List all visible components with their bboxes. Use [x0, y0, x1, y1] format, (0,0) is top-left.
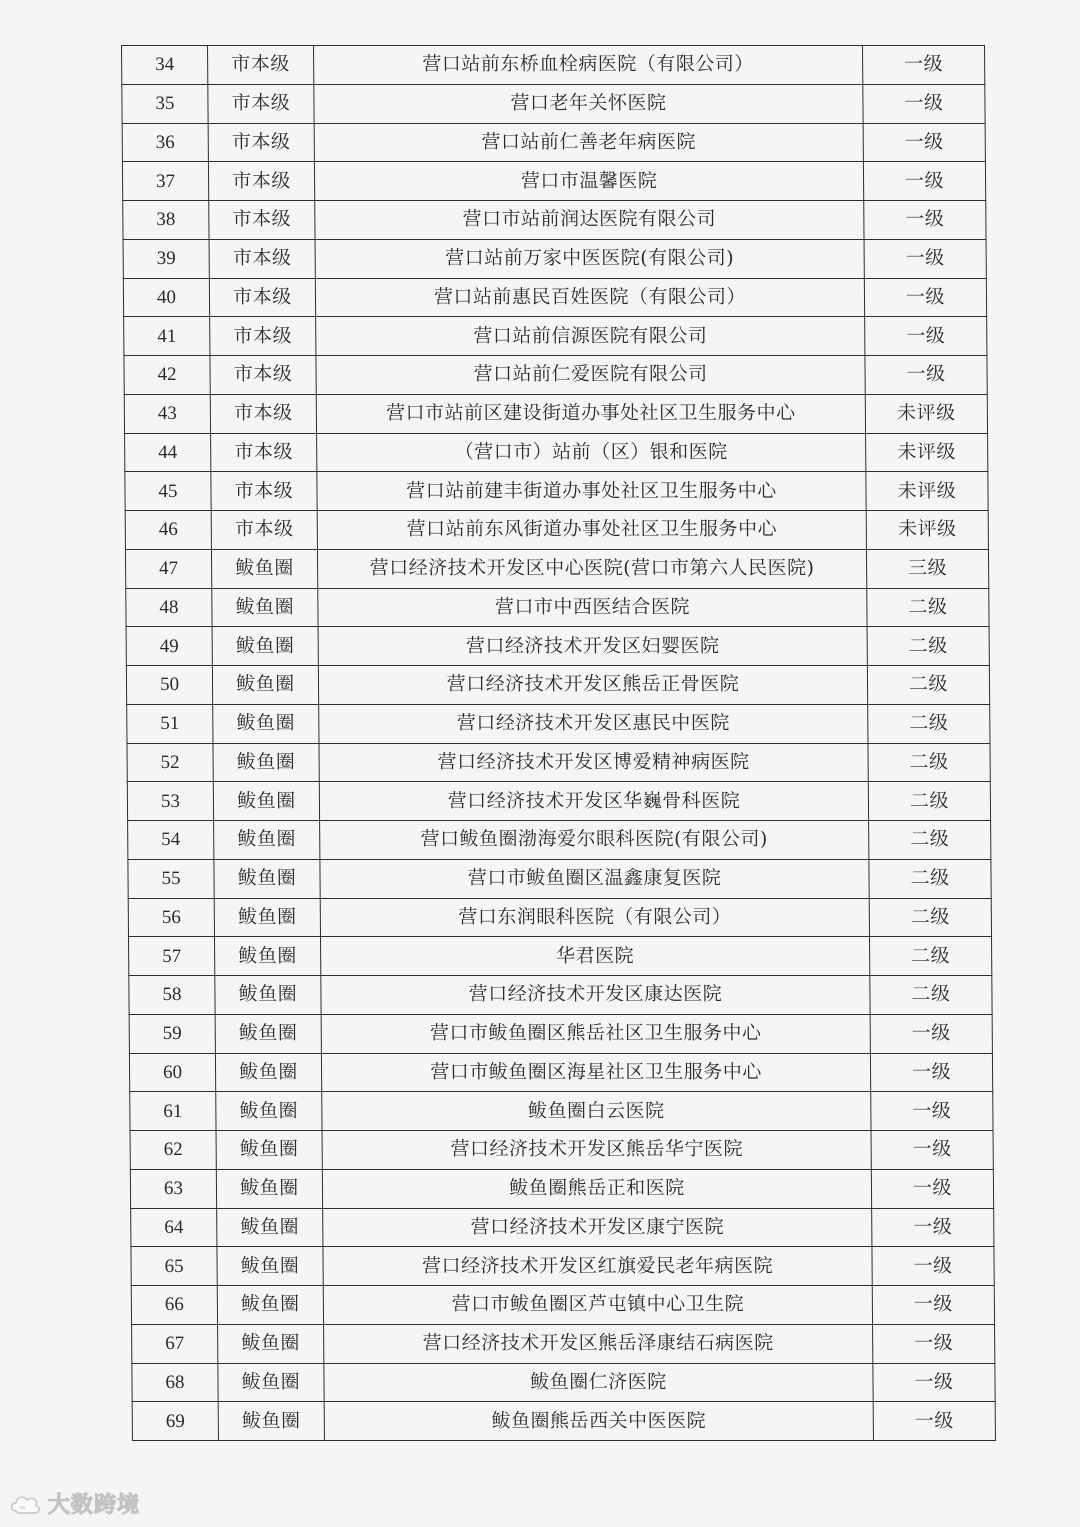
row-number-cell: 46 — [125, 511, 211, 550]
hospital-name-cell: 营口市中西医结合医院 — [318, 588, 867, 627]
district-cell: 鲅鱼圈 — [217, 1286, 323, 1325]
row-number-cell: 56 — [128, 898, 214, 937]
district-cell: 鲅鱼圈 — [215, 976, 321, 1015]
level-cell: 二级 — [869, 898, 991, 937]
district-cell: 鲅鱼圈 — [212, 627, 318, 666]
table-row — [122, 162, 985, 201]
watermark-text: 大数跨境 — [48, 1493, 141, 1518]
level-cell: 二级 — [869, 859, 991, 898]
hospital-name-cell: 营口市鲅鱼圈区海星社区卫生服务中心 — [321, 1053, 870, 1092]
table-row — [123, 278, 986, 317]
table-row — [124, 317, 987, 356]
hospital-name-cell: 营口站前仁爱医院有限公司 — [316, 356, 865, 395]
district-cell: 市本级 — [211, 511, 317, 550]
district-cell: 鲅鱼圈 — [217, 1208, 323, 1247]
hospital-name-cell: 鲅鱼圈熊岳正和医院 — [322, 1169, 871, 1208]
district-cell: 市本级 — [208, 123, 314, 162]
hospital-name-cell: （营口市）站前（区）银和医院 — [317, 433, 866, 472]
row-number-cell: 48 — [126, 588, 212, 627]
hospital-name-cell: 营口站前信源医院有限公司 — [316, 317, 865, 356]
hospital-name-cell: 营口经济技术开发区熊岳正骨医院 — [318, 666, 867, 705]
district-cell: 鲅鱼圈 — [212, 666, 318, 705]
hospital-name-cell: 鲅鱼圈白云医院 — [322, 1092, 871, 1131]
hospital-name-cell: 营口站前东风街道办事处社区卫生服务中心 — [317, 511, 866, 550]
row-number-cell: 34 — [122, 46, 208, 85]
district-cell: 市本级 — [208, 162, 314, 201]
level-cell: 一级 — [864, 239, 986, 278]
row-number-cell: 68 — [132, 1363, 218, 1402]
row-number-cell: 54 — [128, 821, 214, 860]
district-cell: 鲅鱼圈 — [214, 859, 320, 898]
hospital-table — [121, 45, 996, 1441]
level-cell: 二级 — [867, 588, 989, 627]
table-row — [126, 666, 989, 705]
district-cell: 市本级 — [210, 394, 316, 433]
level-cell: 一级 — [870, 1014, 992, 1053]
table-row — [125, 549, 988, 588]
district-cell: 鲅鱼圈 — [213, 704, 319, 743]
district-cell: 鲅鱼圈 — [218, 1402, 324, 1441]
table-row — [123, 201, 986, 240]
row-number-cell: 41 — [124, 317, 210, 356]
level-cell: 一级 — [872, 1208, 994, 1247]
hospital-name-cell: 营口市鲅鱼圈区熊岳社区卫生服务中心 — [321, 1014, 870, 1053]
hospital-name-cell: 营口站前惠民百姓医院（有限公司） — [315, 278, 864, 317]
hospital-name-cell: 营口站前万家中医医院(有限公司) — [315, 239, 864, 278]
table-row — [132, 1324, 995, 1363]
level-cell: 一级 — [871, 1131, 993, 1170]
district-cell: 鲅鱼圈 — [214, 898, 320, 937]
district-cell: 鲅鱼圈 — [216, 1092, 322, 1131]
table-row — [126, 627, 989, 666]
row-number-cell: 58 — [129, 976, 215, 1015]
level-cell: 一级 — [870, 1053, 992, 1092]
table-row — [122, 84, 985, 123]
district-cell: 市本级 — [209, 278, 315, 317]
table-row — [122, 46, 985, 85]
table-row — [129, 1014, 992, 1053]
district-cell: 鲅鱼圈 — [218, 1363, 324, 1402]
hospital-name-cell: 营口经济技术开发区熊岳华宁医院 — [322, 1131, 871, 1170]
row-number-cell: 37 — [122, 162, 208, 201]
row-number-cell: 65 — [131, 1247, 217, 1286]
row-number-cell: 43 — [124, 394, 210, 433]
row-number-cell: 62 — [130, 1131, 216, 1170]
level-cell: 未评级 — [866, 433, 988, 472]
level-cell: 一级 — [865, 317, 987, 356]
district-cell: 鲅鱼圈 — [215, 1014, 321, 1053]
level-cell: 一级 — [864, 201, 986, 240]
district-cell: 市本级 — [210, 317, 316, 356]
row-number-cell: 64 — [131, 1208, 217, 1247]
hospital-name-cell: 营口站前仁善老年病医院 — [314, 123, 863, 162]
table-row — [129, 937, 992, 976]
row-number-cell: 44 — [125, 433, 211, 472]
hospital-name-cell: 营口市站前区建设街道办事处社区卫生服务中心 — [316, 394, 865, 433]
level-cell: 一级 — [871, 1092, 993, 1131]
hospital-name-cell: 营口经济技术开发区博爱精神病医院 — [319, 743, 868, 782]
row-number-cell: 49 — [126, 627, 212, 666]
level-cell: 一级 — [873, 1363, 995, 1402]
level-cell: 一级 — [863, 46, 985, 85]
row-number-cell: 61 — [130, 1092, 216, 1131]
level-cell: 二级 — [867, 627, 989, 666]
district-cell: 鲅鱼圈 — [215, 1053, 321, 1092]
district-cell: 鲅鱼圈 — [212, 588, 318, 627]
table-row — [123, 239, 986, 278]
district-cell: 市本级 — [211, 472, 317, 511]
table-row — [126, 588, 989, 627]
row-number-cell: 40 — [123, 278, 209, 317]
row-number-cell: 67 — [132, 1324, 218, 1363]
level-cell: 二级 — [867, 666, 989, 705]
level-cell: 二级 — [870, 937, 992, 976]
level-cell: 一级 — [873, 1324, 995, 1363]
level-cell: 二级 — [869, 821, 991, 860]
hospital-name-cell: 营口东润眼科医院（有限公司） — [320, 898, 869, 937]
table-row — [131, 1208, 994, 1247]
row-number-cell: 47 — [125, 549, 211, 588]
table-row — [127, 743, 990, 782]
table-row — [130, 1092, 993, 1131]
table-row — [131, 1247, 994, 1286]
row-number-cell: 55 — [128, 859, 214, 898]
level-cell: 未评级 — [865, 394, 987, 433]
district-cell: 市本级 — [208, 46, 314, 85]
level-cell: 一级 — [871, 1169, 993, 1208]
hospital-name-cell: 营口经济技术开发区中心医院(营口市第六人民医院) — [317, 549, 866, 588]
level-cell: 一级 — [873, 1402, 995, 1441]
hospital-name-cell: 营口老年关怀医院 — [314, 84, 863, 123]
table-row — [124, 356, 987, 395]
level-cell: 一级 — [864, 278, 986, 317]
table-row — [127, 704, 990, 743]
row-number-cell: 39 — [123, 239, 209, 278]
hospital-name-cell: 鲅鱼圈熊岳西关中医医院 — [324, 1402, 873, 1441]
hospital-name-cell: 华君医院 — [321, 937, 870, 976]
table-row — [122, 123, 985, 162]
level-cell: 二级 — [868, 743, 990, 782]
row-number-cell: 45 — [125, 472, 211, 511]
row-number-cell: 52 — [127, 743, 213, 782]
watermark — [8, 1488, 140, 1519]
hospital-name-cell: 营口经济技术开发区妇婴医院 — [318, 627, 867, 666]
cloud-logo-icon — [8, 1491, 42, 1517]
table-row — [128, 821, 991, 860]
hospital-name-cell: 营口经济技术开发区熊岳泽康结石病医院 — [324, 1324, 873, 1363]
level-cell: 未评级 — [866, 511, 988, 550]
table-row — [125, 433, 988, 472]
row-number-cell: 53 — [127, 782, 213, 821]
level-cell: 一级 — [872, 1247, 994, 1286]
table-row — [127, 782, 990, 821]
table-row — [125, 472, 988, 511]
level-cell: 一级 — [865, 356, 987, 395]
row-number-cell: 66 — [131, 1286, 217, 1325]
table-row — [129, 1053, 992, 1092]
table-row — [128, 859, 991, 898]
hospital-name-cell: 营口经济技术开发区康达医院 — [321, 976, 870, 1015]
hospital-name-cell: 鲅鱼圈仁济医院 — [324, 1363, 873, 1402]
table-row — [130, 1131, 993, 1170]
level-cell: 一级 — [863, 162, 985, 201]
level-cell: 三级 — [866, 549, 988, 588]
district-cell: 鲅鱼圈 — [213, 743, 319, 782]
row-number-cell: 42 — [124, 356, 210, 395]
level-cell: 二级 — [868, 704, 990, 743]
level-cell: 一级 — [872, 1286, 994, 1325]
hospital-name-cell: 营口经济技术开发区康宁医院 — [323, 1208, 872, 1247]
row-number-cell: 69 — [132, 1402, 218, 1441]
hospital-name-cell: 营口经济技术开发区惠民中医院 — [319, 704, 868, 743]
district-cell: 市本级 — [209, 239, 315, 278]
table-row — [131, 1286, 994, 1325]
hospital-name-cell: 营口站前建丰街道办事处社区卫生服务中心 — [317, 472, 866, 511]
table-row — [130, 1169, 993, 1208]
district-cell: 鲅鱼圈 — [217, 1247, 323, 1286]
district-cell: 鲅鱼圈 — [218, 1324, 324, 1363]
hospital-name-cell: 营口市站前润达医院有限公司 — [315, 201, 864, 240]
row-number-cell: 35 — [122, 84, 208, 123]
table-row — [132, 1363, 995, 1402]
table-row — [125, 511, 988, 550]
hospital-name-cell: 营口站前东桥血栓病医院（有限公司） — [314, 46, 863, 85]
district-cell: 市本级 — [210, 356, 316, 395]
table-row — [128, 898, 991, 937]
level-cell: 未评级 — [866, 472, 988, 511]
row-number-cell: 38 — [123, 201, 209, 240]
hospital-name-cell: 营口鲅鱼圈渤海爱尔眼科医院(有限公司) — [320, 821, 869, 860]
district-cell: 鲅鱼圈 — [211, 549, 317, 588]
hospital-name-cell: 营口经济技术开发区红旗爱民老年病医院 — [323, 1247, 872, 1286]
district-cell: 鲅鱼圈 — [216, 1131, 322, 1170]
hospital-name-cell: 营口市鲅鱼圈区芦屯镇中心卫生院 — [323, 1286, 872, 1325]
row-number-cell: 36 — [122, 123, 208, 162]
row-number-cell: 51 — [127, 704, 213, 743]
level-cell: 二级 — [870, 976, 992, 1015]
district-cell: 市本级 — [208, 84, 314, 123]
district-cell: 鲅鱼圈 — [216, 1169, 322, 1208]
district-cell: 鲅鱼圈 — [215, 937, 321, 976]
row-number-cell: 57 — [129, 937, 215, 976]
hospital-table-body — [122, 46, 996, 1441]
hospital-name-cell: 营口市鲅鱼圈区温鑫康复医院 — [320, 859, 869, 898]
hospital-name-cell: 营口市温馨医院 — [314, 162, 863, 201]
district-cell: 鲅鱼圈 — [213, 782, 319, 821]
table-row — [124, 394, 987, 433]
district-cell: 市本级 — [211, 433, 317, 472]
level-cell: 二级 — [868, 782, 990, 821]
table-row — [132, 1402, 995, 1441]
row-number-cell: 50 — [126, 666, 212, 705]
level-cell: 一级 — [863, 84, 985, 123]
svg-text:∞: ∞ — [19, 1502, 26, 1512]
hospital-name-cell: 营口经济技术开发区华巍骨科医院 — [319, 782, 868, 821]
row-number-cell: 59 — [129, 1014, 215, 1053]
row-number-cell: 63 — [130, 1169, 216, 1208]
table-row — [129, 976, 992, 1015]
level-cell: 一级 — [863, 123, 985, 162]
row-number-cell: 60 — [129, 1053, 215, 1092]
district-cell: 市本级 — [209, 201, 315, 240]
district-cell: 鲅鱼圈 — [214, 821, 320, 860]
